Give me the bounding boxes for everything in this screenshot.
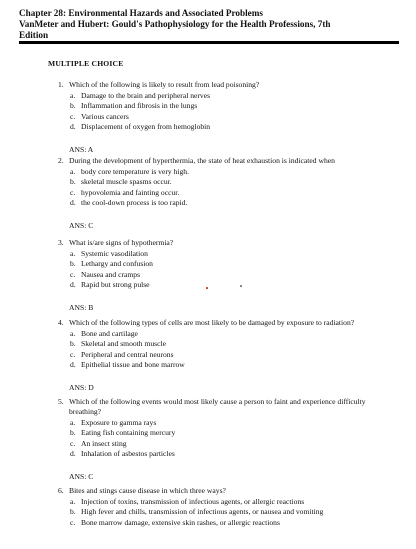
question-5 xyxy=(58,397,398,481)
question-text: During the development of hyperthermia, the state of heat exhaustion is indicated when xyxy=(69,156,335,165)
question-text: Which of the following events would most likely cause a person to faint and experience difficulty breathing? xyxy=(69,397,366,416)
option-d xyxy=(58,449,398,459)
question-6 xyxy=(58,486,398,528)
option-text: Exposure to gamma rays xyxy=(81,418,157,427)
option-letter: c. xyxy=(70,187,76,197)
book-title: VanMeter and Hubert: Gould's Pathophysiology for the Health Professions, 7th xyxy=(19,19,331,29)
question-text: Which of the following is likely to result from lead poisoning? xyxy=(69,80,260,89)
option-b xyxy=(58,101,398,111)
question-stem xyxy=(58,156,398,166)
option-d xyxy=(58,198,398,208)
stray-mark-gray xyxy=(240,285,242,287)
option-text: skeletal muscle spasms occur. xyxy=(81,177,172,187)
option-d xyxy=(58,122,398,132)
option-letter: b. xyxy=(70,428,76,438)
options-list xyxy=(58,167,398,209)
question-text: What is/are signs of hypothermia? xyxy=(69,238,174,247)
option-letter: b. xyxy=(70,507,76,517)
option-letter: b. xyxy=(70,259,76,269)
option-c xyxy=(58,439,398,449)
option-letter: a. xyxy=(70,167,76,176)
question-stem xyxy=(58,486,398,496)
option-text: Skeletal and smooth muscle xyxy=(81,339,166,349)
answer-key: ANS: A xyxy=(69,144,94,154)
options-list xyxy=(58,329,398,371)
option-text: Various cancers xyxy=(81,111,129,121)
option-text: Displacement of oxygen from hemoglobin xyxy=(81,122,211,132)
option-text: High fever and chills, transmission of infectious agents, or nausea and vomiting xyxy=(81,507,324,517)
option-d xyxy=(58,280,398,290)
option-letter: c. xyxy=(70,517,76,527)
option-letter: b. xyxy=(70,177,76,187)
option-text: An insect sting xyxy=(81,438,127,448)
question-1 xyxy=(58,80,398,154)
section-heading: MULTIPLE CHOICE xyxy=(48,59,124,68)
question-4 xyxy=(58,318,398,392)
option-text: Lethargy and confusion xyxy=(81,259,153,269)
option-text: Bone and cartilage xyxy=(81,329,138,338)
option-text: Inflammation and fibrosis in the lungs xyxy=(81,101,198,111)
book-edition: Edition xyxy=(19,30,49,40)
option-text: Peripheral and central neurons xyxy=(81,349,174,359)
question-text: Which of the following types of cells are most likely to be damaged by exposure to radiation? xyxy=(69,318,355,327)
option-c xyxy=(58,518,398,528)
option-letter: a. xyxy=(70,418,76,427)
option-letter: b. xyxy=(70,339,76,349)
question-number: 6. xyxy=(58,486,64,495)
option-c xyxy=(58,350,398,360)
option-text: Damage to the brain and peripheral nerves xyxy=(81,91,211,100)
option-text: body core temperature is very high. xyxy=(81,167,189,176)
option-text: Bone marrow damage, extensive skin rashes, or allergic reactions xyxy=(81,517,280,527)
option-letter: c. xyxy=(70,111,76,121)
question-stem xyxy=(58,318,398,328)
option-text: Inhalation of asbestos particles xyxy=(81,449,175,459)
option-letter: a. xyxy=(70,91,76,100)
question-number: 3. xyxy=(58,238,64,247)
option-a xyxy=(58,91,398,101)
options-list xyxy=(58,497,398,528)
document-header xyxy=(19,8,404,41)
option-letter: c. xyxy=(70,438,76,448)
option-c xyxy=(58,112,398,122)
option-letter: a. xyxy=(70,329,76,338)
answer-key: ANS: C xyxy=(69,220,94,230)
question-stem xyxy=(58,80,398,90)
option-letter: c. xyxy=(70,269,76,279)
option-text: the cool-down process is too rapid. xyxy=(81,198,188,208)
answer-key: ANS: D xyxy=(69,382,94,392)
option-text: Nausea and cramps xyxy=(81,269,141,279)
question-3 xyxy=(58,238,398,312)
question-text: Bites and stings cause disease in which three ways? xyxy=(69,486,226,495)
option-text: Injection of toxins, transmission of infectious agents, or allergic reactions xyxy=(81,497,305,506)
option-letter: d. xyxy=(70,449,76,459)
chapter-title: Chapter 28: Environmental Hazards and Associated Problems xyxy=(19,8,263,18)
question-number: 1. xyxy=(58,80,64,89)
option-letter: b. xyxy=(70,101,76,111)
header-rule xyxy=(19,41,399,44)
option-a xyxy=(58,329,398,339)
answer-key: ANS: B xyxy=(69,302,94,312)
option-text: Systemic vasodilation xyxy=(81,249,148,258)
option-letter: d. xyxy=(70,198,76,208)
option-text: Rapid but strong pulse xyxy=(81,280,150,290)
options-list xyxy=(58,91,398,133)
option-letter: d. xyxy=(70,122,76,132)
answer-key: ANS: C xyxy=(69,471,94,481)
option-b xyxy=(58,177,398,187)
option-a xyxy=(58,418,398,428)
option-letter: c. xyxy=(70,349,76,359)
option-text: Epithelial tissue and bone marrow xyxy=(81,360,185,370)
options-list xyxy=(58,418,398,460)
option-b xyxy=(58,507,398,517)
question-2 xyxy=(58,156,398,230)
option-a xyxy=(58,249,398,259)
question-number: 5. xyxy=(58,397,64,406)
option-letter: a. xyxy=(70,497,76,506)
question-stem xyxy=(58,397,398,417)
option-text: hypovolemia and fainting occur. xyxy=(81,187,180,197)
question-stem xyxy=(58,238,398,248)
option-d xyxy=(58,360,398,370)
option-c xyxy=(58,270,398,280)
option-c xyxy=(58,188,398,198)
option-b xyxy=(58,259,398,269)
option-a xyxy=(58,167,398,177)
question-number: 2. xyxy=(58,156,64,165)
option-b xyxy=(58,339,398,349)
option-letter: d. xyxy=(70,360,76,370)
options-list xyxy=(58,249,398,291)
option-b xyxy=(58,428,398,438)
option-text: Eating fish containing mercury xyxy=(81,428,176,438)
option-a xyxy=(58,497,398,507)
stray-mark-red xyxy=(206,287,208,289)
option-letter: d. xyxy=(70,280,76,290)
question-number: 4. xyxy=(58,318,64,327)
option-letter: a. xyxy=(70,249,76,258)
